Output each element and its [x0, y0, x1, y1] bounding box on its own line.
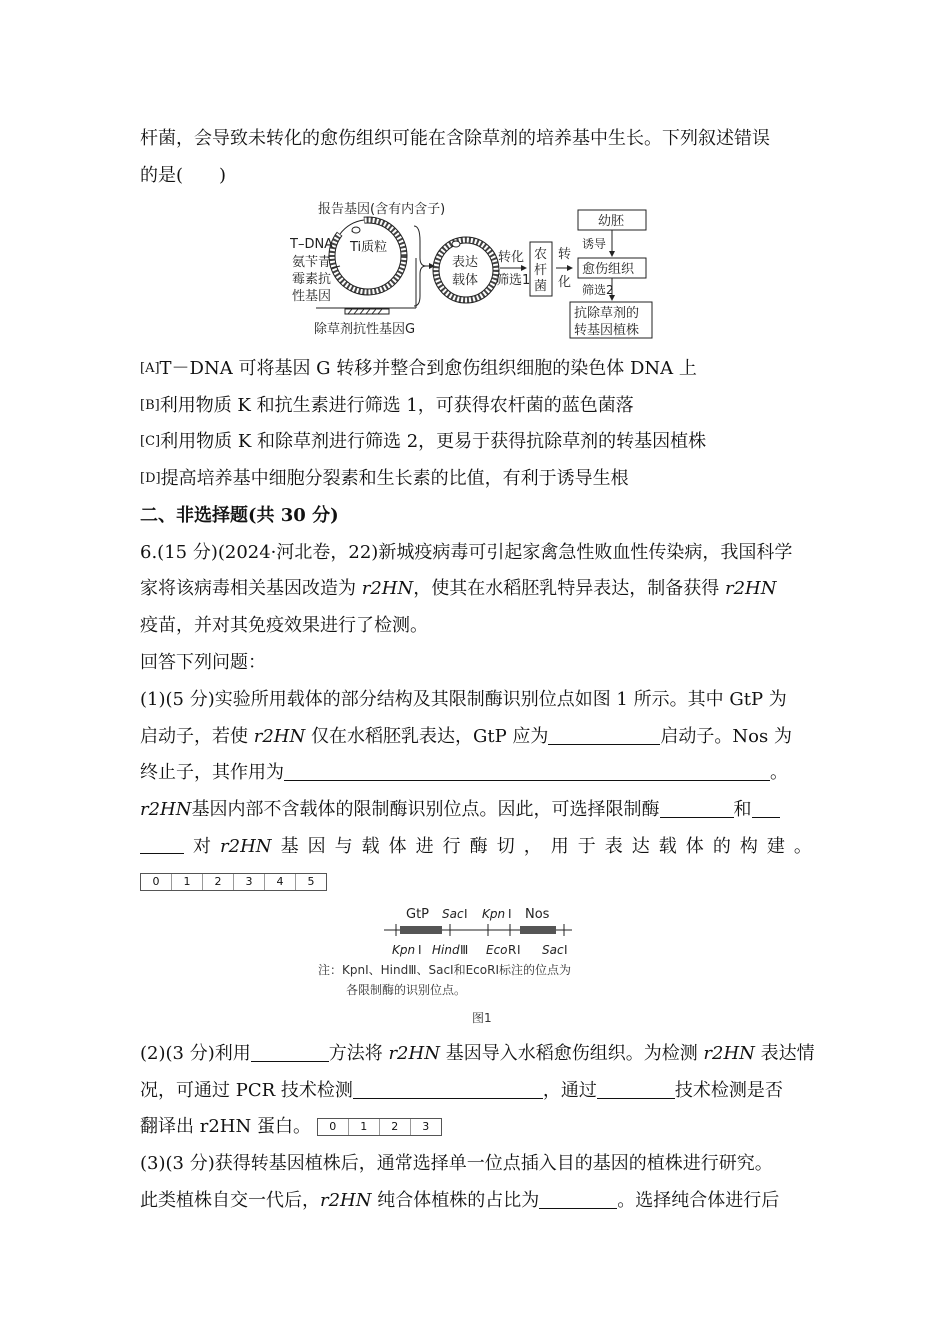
- option-c-tag: [C]: [140, 434, 161, 449]
- p1-char: 的: [712, 836, 731, 857]
- score-box-1: [140, 873, 327, 891]
- eco-label: Eco: [486, 943, 508, 957]
- agro-char-3: 菌: [534, 279, 548, 294]
- agro-char-2: 杆: [534, 263, 548, 278]
- q6-line-2b: ，使其在水稻胚乳特异表达，制备获得: [413, 578, 725, 599]
- gene-name: r2HN: [320, 1190, 372, 1211]
- p2-line-1d: 表达情: [754, 1043, 815, 1064]
- option-d-text: 提高培养基中细胞分裂素和生长素的比值，有利于诱导生根: [160, 468, 629, 489]
- score-cell[interactable]: 3: [234, 874, 265, 890]
- sac-top-label: Sac: [442, 907, 464, 921]
- p1-line-2c: 启动子。Nos 为: [660, 726, 792, 747]
- hind-label: Hind: [432, 943, 460, 957]
- answer-blank-nos-function[interactable]: [284, 762, 770, 781]
- herbicide-gene-label: 除草剂抗性基因G: [314, 322, 416, 337]
- kpn-bottom-roman: Ⅰ: [418, 943, 422, 957]
- answer-blank-technique[interactable]: [597, 1080, 675, 1099]
- gene-name: r2HN: [388, 1043, 440, 1064]
- sac-bottom-roman: Ⅰ: [564, 943, 568, 957]
- kpn-top-roman: Ⅰ: [508, 907, 512, 921]
- sac-top-roman: Ⅰ: [464, 907, 468, 921]
- score-cell[interactable]: 4: [265, 874, 296, 890]
- ti-plasmid-label: Ti质粒: [350, 240, 388, 255]
- p2-line-2c: 技术检测是否: [674, 1080, 783, 1101]
- option-d-tag: [D]: [140, 471, 161, 486]
- p1-char: 构: [739, 836, 758, 857]
- p1-char: 进: [415, 836, 434, 857]
- intro-line-1: 杆菌，会导致未转化的愈伤组织可能在含除草剂的培养基中生长。下列叙述错误: [140, 128, 770, 149]
- screen1-label: 筛选1: [496, 273, 531, 288]
- nos-terminator-block: [520, 926, 556, 934]
- p2-line-1b: 方法将: [328, 1043, 389, 1064]
- option-a: [140, 357, 697, 381]
- hind-roman: Ⅲ: [460, 943, 469, 957]
- gene-name: r2HN: [703, 1043, 755, 1064]
- p1-char: 载: [658, 836, 677, 857]
- vector-map-figure: [310, 902, 650, 1028]
- p1-line-2b: 仅在水稻胚乳表达，GtP 应为: [305, 726, 549, 747]
- score-cell[interactable]: 0: [141, 874, 172, 890]
- expression-vector-ring: [436, 240, 496, 300]
- amp-label-3: 性基因: [292, 289, 332, 304]
- p3-line-2a: 此类植株自交一代后，: [140, 1190, 320, 1211]
- vector-label-2: 载体: [452, 273, 479, 288]
- option-a-text: T－DNA 可将基因 G 转移并整合到愈伤组织细胞的染色体 DNA 上: [159, 358, 697, 379]
- zhuan-char: 转: [558, 247, 572, 262]
- p1-line-4b: 和: [733, 799, 752, 820]
- transformation-diagram: [290, 196, 670, 344]
- p3-line-2c: 。选择纯合体进行后: [617, 1190, 780, 1211]
- answer-blank-enzyme-2a[interactable]: [752, 799, 780, 818]
- p1-char: 达: [631, 836, 650, 857]
- induce-label: 诱导: [582, 237, 607, 251]
- p2-line-3-text: 翻译出 r2HN 蛋白。: [140, 1116, 311, 1137]
- p1-char: 与: [334, 836, 353, 857]
- figure-note-1: 注：KpnⅠ、HindⅢ、SacⅠ和EcoRⅠ标注的位点为: [318, 963, 571, 977]
- score-box-2: [317, 1118, 442, 1136]
- p3-line-2b: 纯合体植株的占比为: [371, 1190, 540, 1211]
- p2-line-1: [140, 1042, 815, 1066]
- embryo-label: 幼胚: [598, 214, 625, 229]
- p1-char: 于: [577, 836, 596, 857]
- figure-note-2: 各限制酶的识别位点。: [346, 983, 467, 997]
- tdna-label: T–DNA: [290, 237, 334, 252]
- p2-line-2: [140, 1079, 783, 1103]
- kpn-top-label: Kpn: [482, 907, 506, 921]
- q6-line-1: 6.(15 分)(2024·河北卷，22)新城疫病毒可引起家禽急性败血性传染病，我国科学: [140, 542, 793, 563]
- p1-char: ，: [523, 836, 542, 857]
- p2-line-1a: (2)(3 分)利用: [140, 1043, 251, 1064]
- p2-line-3: [140, 1115, 442, 1139]
- transform-label: 转化: [498, 250, 525, 265]
- gene-name: r2HN: [220, 836, 272, 857]
- section-title: 二、非选择题(共 30 分): [140, 505, 339, 526]
- p1-char: 因: [307, 836, 326, 857]
- gene-name: r2HN: [724, 578, 777, 599]
- p1-char: 表: [604, 836, 623, 857]
- gtp-promoter-block: [400, 926, 442, 934]
- q6-line-4: 回答下列问题：: [140, 652, 266, 673]
- amp-label-2: 霉素抗: [292, 272, 332, 287]
- option-c-text: 利用物质 K 和除草剂进行筛选 2，更易于获得抗除草剂的转基因植株: [160, 431, 707, 452]
- p2-line-2b: ，通过: [542, 1080, 597, 1101]
- p1-char: 载: [361, 836, 380, 857]
- p1-char: 切: [496, 836, 515, 857]
- answer-blank-method[interactable]: [251, 1043, 329, 1062]
- score-cell[interactable]: 1: [349, 1119, 380, 1135]
- answer-blank-ratio[interactable]: [539, 1190, 617, 1209]
- score-cell[interactable]: 1: [172, 874, 203, 890]
- answer-blank-enzyme-2b[interactable]: [140, 835, 184, 854]
- p1-char: 基: [280, 836, 299, 857]
- gene-name: r2HN: [361, 578, 414, 599]
- answer-blank-promoter[interactable]: [548, 726, 660, 745]
- answer-blank-enzyme-1[interactable]: [660, 799, 734, 818]
- gene-name: r2HN: [140, 799, 192, 820]
- p1-line-1: (1)(5 分)实验所用载体的部分结构及其限制酶识别位点如图 1 所示。其中 GtP 为: [140, 689, 787, 710]
- figure-caption: 图1: [472, 1011, 492, 1025]
- screen2-label: 筛选2: [582, 283, 614, 297]
- vector-label-1: 表达: [452, 255, 479, 270]
- p1-line-2a: 启动子，若使: [140, 726, 254, 747]
- score-cell[interactable]: 2: [380, 1119, 411, 1135]
- hua-char: 化: [558, 275, 572, 290]
- q6-line-2: [140, 577, 777, 601]
- p1-char: 用: [550, 836, 569, 857]
- intro-line-2: 的是( ): [140, 165, 227, 186]
- p1-line-5: [140, 835, 812, 859]
- p1-line-4a: 基因内部不含载体的限制酶识别位点。因此，可选择限制酶: [191, 799, 660, 820]
- callus-label: 愈伤组织: [582, 262, 635, 277]
- p1-line-4: [140, 798, 780, 822]
- p1-line-3a: 终止子，其作用为: [140, 762, 284, 783]
- option-c: [140, 430, 706, 454]
- answer-blank-pcr[interactable]: [353, 1080, 543, 1099]
- reporter-gene-label: 报告基因(含有内含子): [318, 202, 446, 217]
- q6-line-3: 疫苗，并对其免疫效果进行了检测。: [140, 615, 428, 636]
- p1-line-3b: 。: [770, 762, 788, 783]
- amp-label-1: 氨苄青: [292, 255, 332, 270]
- p1-line-3: [140, 761, 788, 785]
- option-d: [140, 467, 629, 491]
- p2-line-1c: 基因导入水稻愈伤组织。为检测: [439, 1043, 704, 1064]
- p3-line-2: [140, 1189, 779, 1213]
- option-a-tag: [A]: [140, 361, 160, 376]
- agro-char-1: 农: [534, 247, 548, 262]
- plant-label-2: 转基因植株: [574, 323, 640, 338]
- p1-char: 酶: [469, 836, 488, 857]
- p1-char: 。: [793, 836, 812, 857]
- p1-char: 体: [388, 836, 407, 857]
- p1-line-2: [140, 725, 792, 749]
- p1-char: 行: [442, 836, 461, 857]
- nos-label: Nos: [525, 907, 550, 922]
- option-b-tag: [B]: [140, 398, 160, 413]
- score-cell[interactable]: 2: [203, 874, 234, 890]
- gene-name: r2HN: [253, 726, 306, 747]
- p2-line-2a: 况，可通过 PCR 技术检测: [140, 1080, 353, 1101]
- score-cell[interactable]: 5: [307, 875, 315, 888]
- q6-line-2a: 家将该病毒相关基因改造为: [140, 578, 362, 599]
- p1-char: 对: [193, 836, 212, 857]
- gtp-label: GtP: [406, 907, 430, 922]
- score-cell[interactable]: 3: [422, 1120, 430, 1133]
- plant-label-1: 抗除草剂的: [574, 306, 640, 321]
- p1-char: 体: [685, 836, 704, 857]
- p3-line-1: (3)(3 分)获得转基因植株后，通常选择单一位点插入目的基因的植株进行研究。: [140, 1153, 773, 1174]
- kpn-bottom-label: Kpn: [392, 943, 416, 957]
- p1-char: 建: [766, 836, 785, 857]
- eco-r-label: R: [508, 943, 517, 957]
- sac-bottom-label: Sac: [542, 943, 564, 957]
- eco-roman: Ⅰ: [517, 943, 521, 957]
- score-cell[interactable]: 0: [318, 1119, 349, 1135]
- option-b: [140, 394, 634, 418]
- option-b-text: 利用物质 K 和抗生素进行筛选 1，可获得农杆菌的蓝色菌落: [159, 395, 634, 416]
